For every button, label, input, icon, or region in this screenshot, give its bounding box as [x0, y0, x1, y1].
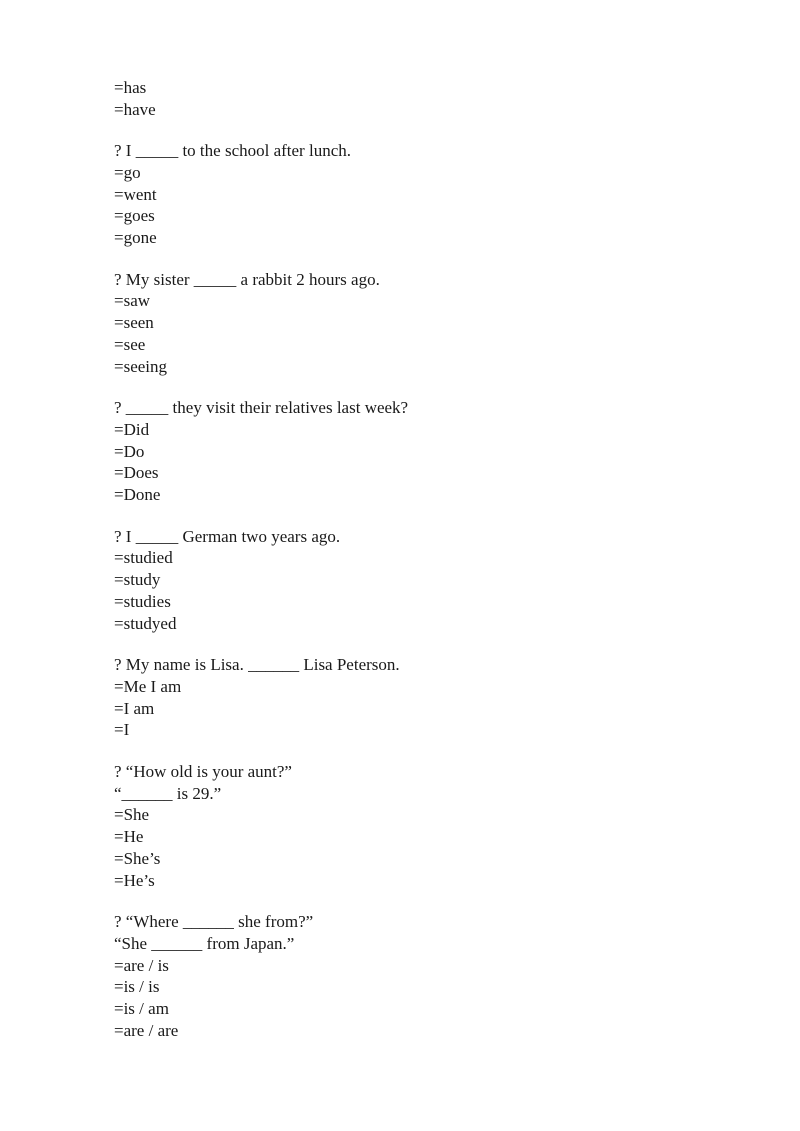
answer-option: =study: [114, 570, 161, 590]
answer-option: =Does: [114, 463, 159, 483]
answer-option: =has: [114, 78, 147, 97]
answer-option: =are / is: [114, 955, 169, 975]
question-text: ? “Where ______ she from?”: [114, 912, 314, 931]
answer-option: =is / is: [114, 977, 160, 997]
answer-option: =studied: [114, 548, 173, 568]
answer-option: =seen: [114, 313, 154, 333]
question-text: ? My sister _____ a rabbit 2 hours ago.: [114, 269, 380, 289]
answer-option: =Do: [114, 441, 145, 461]
answer-option: =I: [114, 720, 130, 740]
question-block: [114, 397, 754, 506]
answer-option: =Me I am: [114, 676, 182, 696]
question-text-continued: “______ is 29.”: [114, 783, 222, 803]
answer-option: =Done: [114, 485, 161, 505]
answer-option: =see: [114, 334, 146, 354]
question-block: [114, 140, 754, 249]
answer-option: =She’s: [114, 848, 161, 868]
answer-option: =saw: [114, 291, 151, 311]
answer-option: =seeing: [114, 356, 168, 376]
question-block: [114, 77, 754, 121]
answer-option: =are / are: [114, 1020, 179, 1040]
question-text: ? _____ they visit their relatives last week?: [114, 398, 409, 418]
question-block: [114, 526, 754, 635]
question-text: ? “How old is your aunt?”: [114, 761, 292, 781]
question-block: [114, 761, 754, 892]
answer-option: =studyed: [114, 613, 177, 633]
answer-option: =gone: [114, 228, 157, 248]
question-text: ? I _____ German two years ago.: [114, 526, 341, 546]
answer-option: =go: [114, 162, 141, 182]
answer-option: =have: [114, 99, 156, 119]
answer-option: =is / am: [114, 999, 169, 1019]
answer-option: =I am: [114, 698, 155, 718]
question-block: [114, 654, 754, 741]
answer-option: =goes: [114, 206, 155, 226]
answer-option: =went: [114, 184, 157, 204]
quiz-content: [114, 77, 754, 1042]
answer-option: =Did: [114, 419, 150, 439]
answer-option: =She: [114, 805, 150, 825]
question-text-continued: “She ______ from Japan.”: [114, 933, 295, 953]
question-block: [114, 911, 754, 1042]
question-block: [114, 269, 754, 378]
answer-option: =He: [114, 827, 144, 847]
question-text: ? My name is Lisa. ______ Lisa Peterson.: [114, 655, 400, 675]
question-text: ? I _____ to the school after lunch.: [114, 141, 351, 161]
answer-option: =He’s: [114, 870, 155, 890]
answer-option: =studies: [114, 591, 171, 611]
